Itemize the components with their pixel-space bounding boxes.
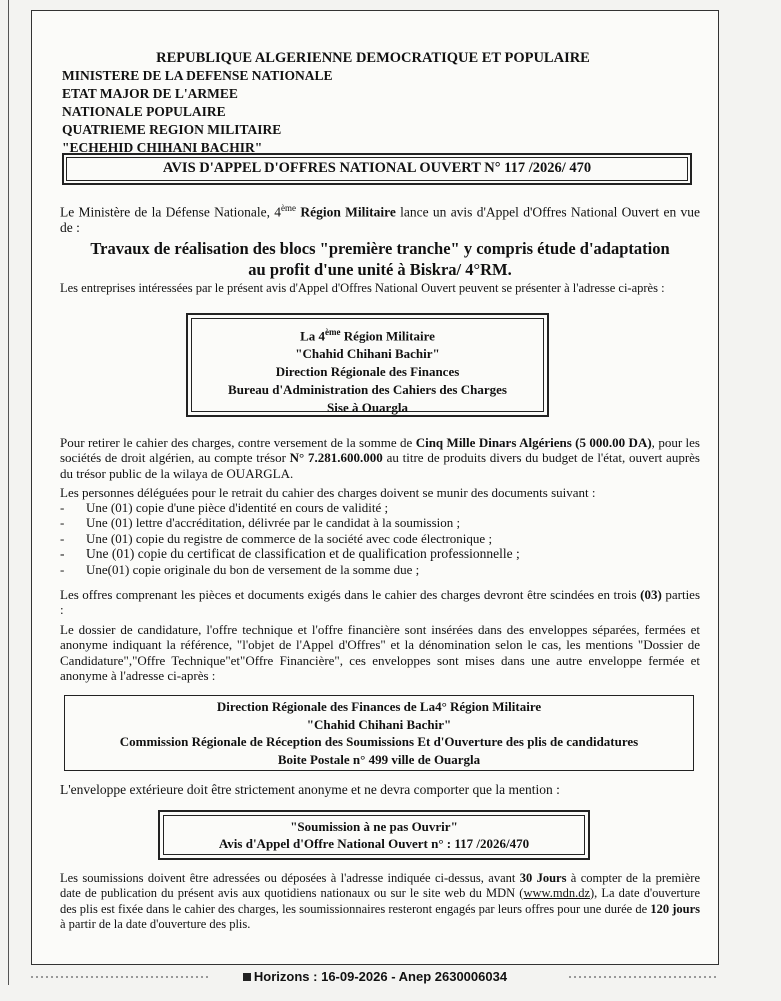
address-1-line-3: Direction Régionale des Finances	[275, 364, 460, 380]
subject-line-1: Travaux de réalisation des blocs "première tranche" y compris étude d'adaptation	[90, 239, 670, 258]
delegates-paragraph: Les personnes déléguées pour le retrait du cahier des charges doivent se munir des documents suivant :	[60, 485, 596, 500]
mention-box	[158, 810, 590, 860]
intro-sup: ème	[281, 203, 297, 213]
intro-text-2: lance un avis d'Appel d'Offres National Ouvert en vue de :	[60, 204, 700, 235]
address-2-line-4: Boite Postale n° 499 ville de Ouargla	[277, 751, 481, 767]
list-item: - Une (01) copie du registre de commerce de la société avec code électronique ;	[60, 531, 520, 546]
subject-title	[60, 238, 700, 280]
list-item: - Une (01) lettre d'accréditation, délivrée par le candidat à la soumission ;	[60, 515, 520, 530]
address-2-line-3: Commission Régionale de Réception des Soumissions Et d'Ouverture des plis de candidatures	[119, 734, 639, 749]
offers-parts-count: (03)	[640, 587, 662, 602]
republic-heading: REPUBLIQUE ALGERIENNE DEMOCRATIQUE ET POPULAIRE	[156, 50, 590, 66]
list-item: - Une(01) copie originale du bon de versement de la somme due ;	[60, 562, 520, 577]
offers-paragraph: Les offres comprenant les pièces et documents exigés dans le cahier des charges devront être scindées en trois (03) parties :	[60, 587, 701, 618]
left-border-line	[8, 0, 9, 985]
mention-line-1: "Soumission à ne pas Ouvrir"	[290, 819, 458, 834]
org-line: QUATRIEME REGION MILITAIRE	[62, 122, 282, 137]
mention	[163, 815, 585, 855]
closing-paragraph: Les soumissions doivent être adressées ou déposées à l'adresse indiquée ci-dessus, avant 30 Jours à compter de la première date de publication du présent avis aux quotidiens nationaux ou sur le site web du MDN (www.mdn.dz), La date d'ouverture des plis est fixée dans le cahier des charges, les soumissionnaires resteront engagés par leurs offres pour une durée de 120 jours à partir de la date d'ouverture des plis.	[60, 871, 700, 932]
list-item: - Une (01) copie du certificat de classification et de qualification professionnelle ;	[60, 546, 520, 561]
requirements-list	[60, 500, 520, 577]
address-box-1	[186, 313, 549, 417]
org-line: MINISTERE DE LA DEFENSE NATIONALE	[62, 68, 333, 83]
square-bullet-icon	[243, 973, 251, 981]
org-line: NATIONALE POPULAIRE	[62, 104, 226, 119]
intro-text: Le Ministère de la Défense Nationale, 4	[60, 204, 282, 220]
address-2-line-1: Direction Régionale des Finances de La4° Région Militaire	[216, 699, 542, 714]
subject-line-2: au profit d'une unité à Biskra/ 4°RM.	[248, 260, 512, 279]
validity-days: 120 jours	[650, 901, 700, 916]
mention-line-2: Avis d'Appel d'Offre National Ouvert n° : 117 /2026/470	[218, 836, 530, 851]
companies-paragraph: Les entreprises intéressées par le présent avis d'Appel d'Offres National Ouvert peuvent se présenter à l'adresse ci-après :	[60, 281, 665, 295]
publication-footer: Horizons : 16-09-2026 - Anep 2630006034	[253, 969, 508, 984]
organization-block	[62, 67, 333, 157]
address-1-line-2: "Chahid Chihani Bachir"	[295, 346, 440, 362]
address-1	[191, 318, 544, 416]
address-box-2	[64, 695, 694, 771]
payment-amount: Cinq Mille Dinars Algériens (5 000.00 DA)	[415, 435, 652, 450]
org-line: "ECHEHID CHIHANI BACHIR"	[62, 140, 263, 155]
envelopes-paragraph: Le dossier de candidature, l'offre technique et l'offre financière sont insérées dans des enveloppes séparées, fermées et anonyme indiquant la référence, "l'objet de l'Appel d'Offres" et la dénomination selon le cas, les mentions "Dossier de Candidature","Offre Technique"et"Offre Financière", ces enveloppes sont mises dans une autre enveloppe fermée et anonyme à l'adresse ci-après :	[60, 622, 700, 684]
address-2-line-2: "Chahid Chihani Bachir"	[306, 716, 452, 732]
notice-title-box	[62, 153, 692, 185]
treasury-account: N° 7.281.600.000	[289, 450, 383, 466]
list-item: - Une (01) copie d'une pièce d'identité en cours de validité ;	[60, 500, 520, 515]
address-1-line-1: La 4ème Région Militaire	[300, 327, 435, 344]
outer-envelope-paragraph: L'enveloppe extérieure doit être strictement anonyme et ne devra comporter que la mention :	[60, 782, 560, 797]
notice-title: AVIS D'APPEL D'OFFRES NATIONAL OUVERT N° 117 /2026/ 470	[66, 157, 688, 181]
footer-bar	[31, 966, 719, 988]
intro-bold: Région Militaire	[296, 204, 396, 220]
intro-paragraph	[60, 201, 700, 235]
payment-paragraph: Pour retirer le cahier des charges, contre versement de la somme de Cinq Mille Dinars Algériens (5 000.00 DA), pour les sociétés de droit algérien, au compte trésor N° 7.281.600.000 au titre de produits divers du budget de l'état, ouvert auprès du trésor public de la wilaya de OUARGLA.	[60, 435, 700, 481]
deadline-days: 30 Jours	[519, 871, 567, 885]
org-line: ETAT MAJOR DE L'ARMEE	[62, 86, 238, 101]
mdn-website-link[interactable]: www.mdn.dz	[523, 886, 590, 901]
address-1-line-4: Bureau d'Administration des Cahiers des Charges	[228, 382, 507, 398]
address-1-line-5: Sise à Ouargla	[327, 400, 408, 416]
